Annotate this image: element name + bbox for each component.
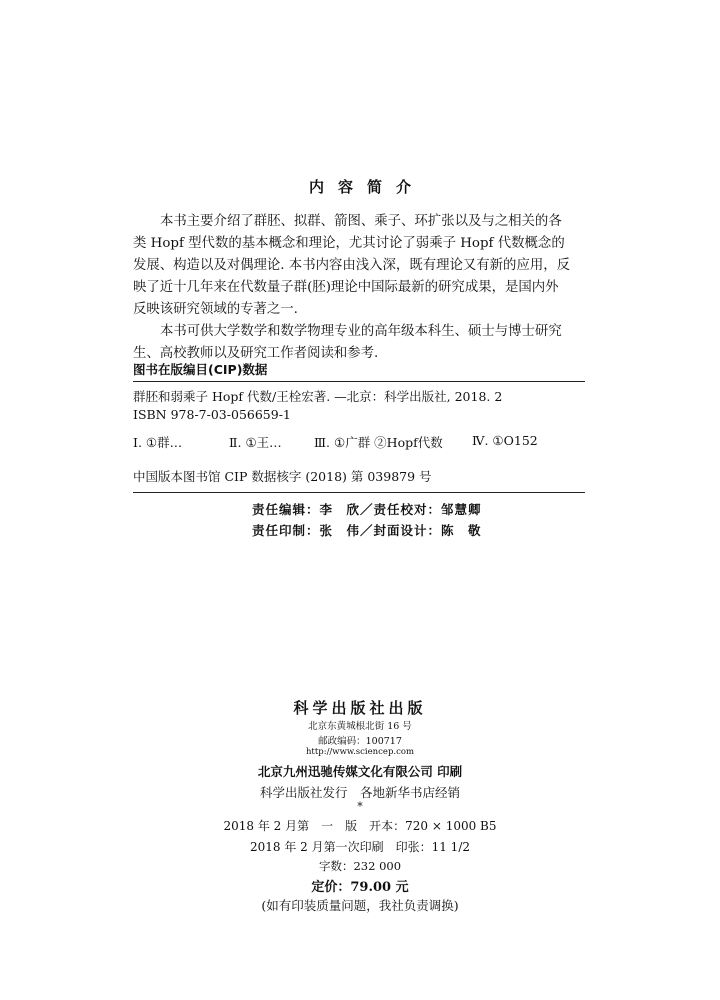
publisher-postcode: 邮政编码：100717 xyxy=(318,736,402,747)
summary-line: 反映该研究领域的专著之一. xyxy=(133,302,298,317)
summary-line: 映了近十几年来在代数量子群(胚)理论中国际最新的研究成果，是国内外 xyxy=(133,280,559,295)
cip-isbn: ISBN 978-7-03-056659-1 xyxy=(133,407,291,422)
cip-class-3: Ⅲ. ①广群 ②Hopf代数 xyxy=(314,435,443,450)
summary-paragraph-2 xyxy=(133,321,585,365)
price-line: 定价：79.00 元 xyxy=(311,880,409,895)
summary-line: 本书可供大学数学和数学物理专业的高年级本科生、硕士与博士研究 xyxy=(160,324,562,339)
word-count-line: 字数：232 000 xyxy=(318,859,402,873)
cip-heading: 图书在版编目(CIP)数据 xyxy=(133,362,268,377)
summary-paragraph-1 xyxy=(133,211,585,321)
cip-top-rule xyxy=(133,381,585,382)
summary-line: 类 Hopf 型代数的基本概念和理论，尤其讨论了弱乘子 Hopf 代数概念的 xyxy=(133,236,565,251)
notice-line: (如有印装质量问题，我社负责调换) xyxy=(261,898,459,913)
summary-line: 发展、构造以及对偶理论. 本书内容由浅入深，既有理论又有新的应用，反 xyxy=(133,258,571,273)
printing-line: 2018 年 2 月第一次印刷 印张：11 1/2 xyxy=(249,840,470,854)
cip-class-4: Ⅳ. ①O152 xyxy=(472,433,538,448)
star-mark: * xyxy=(357,800,363,813)
cip-bibliographic: 群胚和弱乘子 Hopf 代数/王栓宏著. —北京：科学出版社, 2018. 2 xyxy=(133,389,503,404)
publisher-url: http://www.sciencep.com xyxy=(305,747,415,757)
publisher-name: 科学出版社出版 xyxy=(293,699,427,717)
printer-line: 北京九州迅驰传媒文化有限公司 印刷 xyxy=(257,764,463,779)
publisher-address: 北京东黄城根北街 16 号 xyxy=(308,721,412,732)
edition-line: 2018 年 2 月第 一 版 开本：720 × 1000 B5 xyxy=(223,819,497,833)
cip-class-2: Ⅱ. ①王… xyxy=(229,435,282,450)
cip-class-1: Ⅰ. ①群… xyxy=(133,435,183,450)
summary-line: 本书主要介绍了群胚、拟群、箭图、乘子、环扩张以及与之相关的各 xyxy=(160,214,562,229)
cip-bottom-rule xyxy=(133,492,585,493)
cip-record-number: 中国版本图书馆 CIP 数据核字 (2018) 第 039879 号 xyxy=(133,469,432,484)
summary-line: 生、高校教师以及研究工作者阅读和参考. xyxy=(133,346,379,361)
summary-title: 内容简介 xyxy=(308,178,425,196)
distributor-line: 科学出版社发行 各地新华书店经销 xyxy=(259,785,460,800)
staff-editor-line: 责任编辑：李 欣／责任校对：邹慧卿 xyxy=(252,502,482,517)
staff-printing-line: 责任印制：张 伟／封面设计：陈 敬 xyxy=(252,523,482,538)
